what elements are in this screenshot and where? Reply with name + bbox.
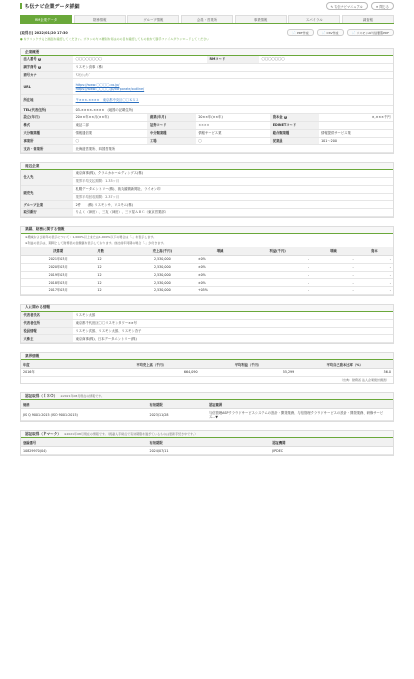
- sec-code-label: 証券コード: [147, 121, 195, 129]
- results-cell: ±0%: [196, 255, 244, 263]
- shareholders-value: 東京商事(株)、日本データエントリー(株): [73, 335, 393, 343]
- pmark-col-expiry: 有効期限: [147, 438, 270, 447]
- employees-value: 101～200: [319, 137, 393, 145]
- branches-label: 支店・営業所: [21, 145, 73, 153]
- url-label: URL: [21, 79, 73, 95]
- results-cell: 2021年03月: [21, 255, 95, 263]
- name-label: 調字商号 ?: [21, 63, 73, 71]
- top-bar: [20, 0, 394, 12]
- results-cell: 2020年03月: [21, 263, 95, 271]
- table-row: [21, 287, 393, 295]
- overview-title: 企業概要: [21, 49, 393, 56]
- people-title: 人に関わる情報: [21, 305, 393, 312]
- industry-cell: 664,090: [103, 369, 200, 377]
- pmark-cell: 2024/07/11: [147, 447, 270, 455]
- industry-cell: 55,299: [200, 369, 297, 377]
- corp-no-label: 法人番号 ?: [21, 56, 73, 63]
- founded-value: 20××年(××年): [196, 114, 270, 121]
- pmark-header-row: [21, 438, 393, 447]
- stock-label: 株式: [21, 121, 73, 129]
- table-row: [21, 447, 393, 455]
- close-button[interactable]: [371, 2, 394, 11]
- related-title: 周辺企業: [21, 163, 393, 170]
- results-cell: 12: [95, 279, 128, 287]
- page-title-text: ち伝ナビ企業データ詳細: [24, 3, 80, 10]
- tab-members[interactable]: 会員・営業所: [181, 15, 233, 23]
- table-row: [21, 369, 393, 377]
- shareholders-label: 大株主: [21, 335, 73, 343]
- results-cell: -: [311, 287, 356, 295]
- toolbar: [20, 29, 394, 36]
- established-value: 20××年××月(××年): [73, 114, 147, 121]
- iso-cell: 2023/11/28: [147, 409, 207, 421]
- pmark-cell: 10829970(04): [21, 447, 147, 455]
- tab-spiral[interactable]: スパイラル: [288, 15, 340, 23]
- employees-label: 従業員: [270, 137, 318, 145]
- established-label: 設立(年月): [21, 114, 73, 121]
- results-table: [21, 247, 393, 295]
- tab-business[interactable]: 事業情報: [235, 15, 287, 23]
- close-icon: ✕: [375, 4, 379, 9]
- industry-value: 情報通信業: [73, 129, 147, 137]
- rm-code-label: RMコード: [207, 56, 259, 63]
- bank-value: りんく（神田）、三友（神田）、三ツ星ＡＢＣ（東京営業部）: [73, 209, 393, 217]
- riskmon-pdf-button[interactable]: 📄 リスモンAI与信要覧PDF: [347, 29, 394, 36]
- close-button-label: 閉じる: [379, 4, 389, 9]
- industry-col-profit: 平均利益（千円）: [200, 360, 297, 369]
- rep-addr-value: 東京都千代田区〇〇リスモンタワー××号: [73, 319, 393, 327]
- results-cell: -: [244, 255, 311, 263]
- results-cell: 2017年03月: [21, 287, 95, 295]
- industry-col-year: 年度: [21, 360, 103, 369]
- main-biz-value: 情報提供サービス業: [319, 129, 393, 137]
- kana-label: 商号カナ: [21, 71, 73, 79]
- results-cell: 2,530,000: [129, 279, 196, 287]
- results-cell: 2,530,000: [129, 271, 196, 279]
- bank-label: 取引銀行: [21, 209, 73, 217]
- manual-button[interactable]: ✎ ち伝ナビマニュアル: [326, 2, 368, 11]
- results-header-row: [21, 247, 393, 256]
- stock-value: 東証二部: [73, 121, 147, 129]
- related-section: [20, 162, 394, 218]
- edinet-label: EDINETコード: [270, 121, 318, 129]
- pmark-section: [20, 430, 394, 456]
- industry-table: [21, 360, 393, 377]
- iso-table: [21, 400, 393, 421]
- results-cell: -: [244, 271, 311, 279]
- results-cell: -: [244, 279, 311, 287]
- rm-code-value: 〇〇〇〇〇〇〇: [259, 56, 393, 63]
- riskmon-pdf-button-label: リスモンAI与信要覧PDF: [356, 30, 389, 35]
- address-label: 所在地: [21, 95, 73, 106]
- tab-bar: [20, 15, 394, 24]
- iso-col-standard: 規格: [21, 400, 147, 409]
- capital-label: 資本金 ?: [270, 114, 318, 121]
- top-actions: [326, 2, 395, 11]
- export-buttons: [287, 29, 394, 36]
- kana-value: ﾘｽﾓﾝｼｮｸｼﾞ: [73, 71, 393, 79]
- iso-scope-cell[interactable]: 与信管理ASPクラウドサービスシステムの設計・開発業務、与信管理クラウドサービスの設計・開発業務、研修サービス...▼: [207, 409, 393, 421]
- table-row: [21, 255, 393, 263]
- office-value: 〇: [73, 137, 147, 145]
- table-row: [21, 271, 393, 279]
- branches-value: 北海道営業所、四国営業所: [73, 145, 393, 153]
- iso-subtitle: ※2021年08月現在の情報です。: [60, 394, 105, 399]
- results-cell: -: [311, 279, 356, 287]
- group-value: 2件 (株) リスモンサ、リスモニ(株): [73, 201, 393, 209]
- customer-period: 業界平均回収期間：2.37ヶ月: [73, 193, 393, 201]
- pmark-col-authority: 認証機関: [270, 438, 393, 447]
- table-row: [21, 263, 393, 271]
- address-link[interactable]: 〒×××-×××× 東京都中央区〇〇ＫＸ２: [75, 98, 139, 103]
- iso-title-text: 認証取得（ＩＳＯ）: [25, 393, 58, 398]
- rep-name-value: リスモン太郎: [73, 312, 393, 319]
- mid-industry-value: 情報サービス業: [196, 129, 270, 137]
- iso-col-expiry: 有効期限: [147, 400, 207, 409]
- iso-cell: JIS Q 9001:2015 (ISO 9001:2015): [21, 409, 147, 421]
- group-label: グループ企業: [21, 201, 73, 209]
- results-cell: 2019年03月: [21, 271, 95, 279]
- rep-addr-label: 代表者住所: [21, 319, 73, 327]
- csv-button-label: CSV作成: [326, 30, 339, 35]
- tel-value: 03-××××-×××× (地図の記載住所): [73, 106, 393, 114]
- results-cell: -: [244, 287, 311, 295]
- results-cell: ±0%: [196, 271, 244, 279]
- results-col-period: 決算期: [21, 247, 95, 256]
- industry-cell: 2016年: [21, 369, 103, 377]
- results-section: [20, 226, 394, 296]
- industry-col-equity: 平均自己資本比率（%）: [296, 360, 393, 369]
- pmark-title: [21, 431, 393, 438]
- people-table: [21, 312, 393, 343]
- results-col-capital: 資本: [356, 247, 393, 256]
- customer-label: 販売先: [21, 185, 73, 201]
- office-label: 事業所: [21, 137, 73, 145]
- pdf-button[interactable]: 📄 PDF作成: [287, 29, 314, 36]
- page-title: [20, 3, 80, 10]
- iso-title: [21, 393, 393, 400]
- results-title: 業績、財務に関する情報: [21, 227, 393, 234]
- help-icon[interactable]: ?: [38, 65, 40, 69]
- industry-title: 業界情報: [21, 353, 393, 360]
- address-value: [73, 95, 393, 106]
- tab-group[interactable]: グループ情報: [127, 15, 179, 23]
- name-value: リスモン食事（株）: [73, 63, 393, 71]
- customer-value: 札幌データエントリー(株)、荻丸観測新聞社、ライオン印: [73, 185, 393, 193]
- corp-no-value: 〇〇〇〇〇〇〇〇: [73, 56, 207, 63]
- url-value: [73, 79, 393, 95]
- results-col-sales-change: 増減: [196, 247, 244, 256]
- tel-label: TEL(代表住所): [21, 106, 73, 114]
- industry-label: 大分類業種: [21, 129, 73, 137]
- industry-col-sales: 平均売上高（千円）: [103, 360, 200, 369]
- results-cell: -: [356, 271, 393, 279]
- results-note-1: ※増減および前年の表示について：1,000%以上または1,000%以下の場合は「-」を表示します。: [25, 235, 157, 240]
- rep-name-label: 代表者氏名: [21, 312, 73, 319]
- results-cell: 2,530,000: [129, 255, 196, 263]
- results-cell: -: [311, 263, 356, 271]
- table-row: [21, 279, 393, 287]
- iso-header-row: [21, 400, 393, 409]
- sec-code-value: ××××: [196, 121, 270, 129]
- notice-text: ● をクリックすると画面を確認してください。ポタンの与ス種別を何はのの目を確認してもの他をて勝手ファイルダウンロードしてください: [20, 37, 210, 41]
- pmark-col-reg-no: 登録番号: [21, 438, 147, 447]
- results-cell: +05%: [196, 287, 244, 295]
- results-col-sales: 売上高(千円): [129, 247, 196, 256]
- factory-label: 工場: [147, 137, 195, 145]
- results-cell: 12: [95, 263, 128, 271]
- tab-financial[interactable]: 財務情報: [74, 15, 126, 23]
- pmark-cell: JIPDEC: [270, 447, 393, 455]
- supplier-value: 東京商事(株)、クラニカホールディングス(株): [73, 170, 393, 177]
- related-table: [21, 170, 393, 217]
- iso-col-scope: 認証範囲: [207, 400, 393, 409]
- pdf-button-label: PDF作成: [296, 30, 309, 35]
- results-note-2: ※利益の表示は、期間として財務表の金額値を表示しております。他社前年同期の場合「-」が付きます。: [25, 240, 167, 245]
- industry-header-row: [21, 360, 393, 369]
- edinet-value: [319, 121, 393, 129]
- officers-value: リスモン次郎、リスモン太郎、リスモン杏子: [73, 327, 393, 335]
- industry-source-note: （出典：財務省 法人企業統計調査）: [340, 378, 389, 383]
- officers-label: 役員情報: [21, 327, 73, 335]
- factory-value: 〇: [196, 137, 270, 145]
- main-biz-label: 総合類業種: [270, 129, 318, 137]
- results-cell: -: [311, 255, 356, 263]
- results-cell: 12: [95, 271, 128, 279]
- title-accent: [20, 3, 22, 9]
- results-cell: 2018年03月: [21, 279, 95, 287]
- results-cell: ±0%: [196, 263, 244, 271]
- industry-section: [20, 352, 394, 384]
- industry-cell: 56.0: [296, 369, 393, 377]
- overview-table-2: [21, 114, 393, 153]
- help-icon[interactable]: ?: [284, 115, 286, 119]
- results-cell: 12: [95, 287, 128, 295]
- results-col-profit: 利益(千円): [244, 247, 311, 256]
- results-cell: 12: [95, 255, 128, 263]
- overview-section: [20, 48, 394, 154]
- supplier-label: 仕入先: [21, 170, 73, 185]
- pmark-title-text: 認証取得（Ｐマーク）: [25, 431, 61, 436]
- pmark-subtitle: ※2021年08月現在の情報です。（掲載入手時点で有効期限を過ぎているものは更新手続き中です。）: [63, 432, 198, 437]
- results-cell: 2,530,000: [129, 263, 196, 271]
- results-col-profit-change: 増減: [311, 247, 356, 256]
- tab-rm-data[interactable]: RM企業データ: [20, 15, 72, 23]
- tab-survey[interactable]: 調査報: [342, 15, 394, 23]
- results-cell: ±0%: [196, 279, 244, 287]
- supplier-period: 業界平均支払期間：1.33ヶ月: [73, 177, 393, 185]
- mid-industry-label: 中分類業種: [147, 129, 195, 137]
- table-row: [21, 409, 393, 421]
- results-cell: -: [356, 255, 393, 263]
- url-link-1[interactable]: https://www.〇〇〇〇.co.jp/: [75, 82, 120, 87]
- help-icon[interactable]: ?: [38, 57, 40, 61]
- people-section: [20, 304, 394, 344]
- results-cell: -: [356, 279, 393, 287]
- overview-table: [21, 56, 393, 114]
- founded-label: 創業(年月): [147, 114, 195, 121]
- results-cell: -: [311, 271, 356, 279]
- csv-button[interactable]: 📄 CSV作成: [317, 29, 344, 36]
- results-cell: -: [244, 263, 311, 271]
- manual-button-label: ち伝ナビマニュアル: [334, 4, 363, 9]
- results-col-months: 月数: [95, 247, 128, 256]
- results-cell: -: [356, 287, 393, 295]
- capital-value: ×,×××千円: [319, 114, 393, 121]
- iso-section: [20, 392, 394, 422]
- updated-date: [取得日] 2022/01/20 17:30: [20, 31, 68, 35]
- results-cell: 2,530,000: [129, 287, 196, 295]
- pmark-table: [21, 438, 393, 455]
- url-link-2[interactable]: https://www.〇〇〇〇.jp/corporate/outline/: [75, 86, 145, 91]
- results-cell: -: [356, 263, 393, 271]
